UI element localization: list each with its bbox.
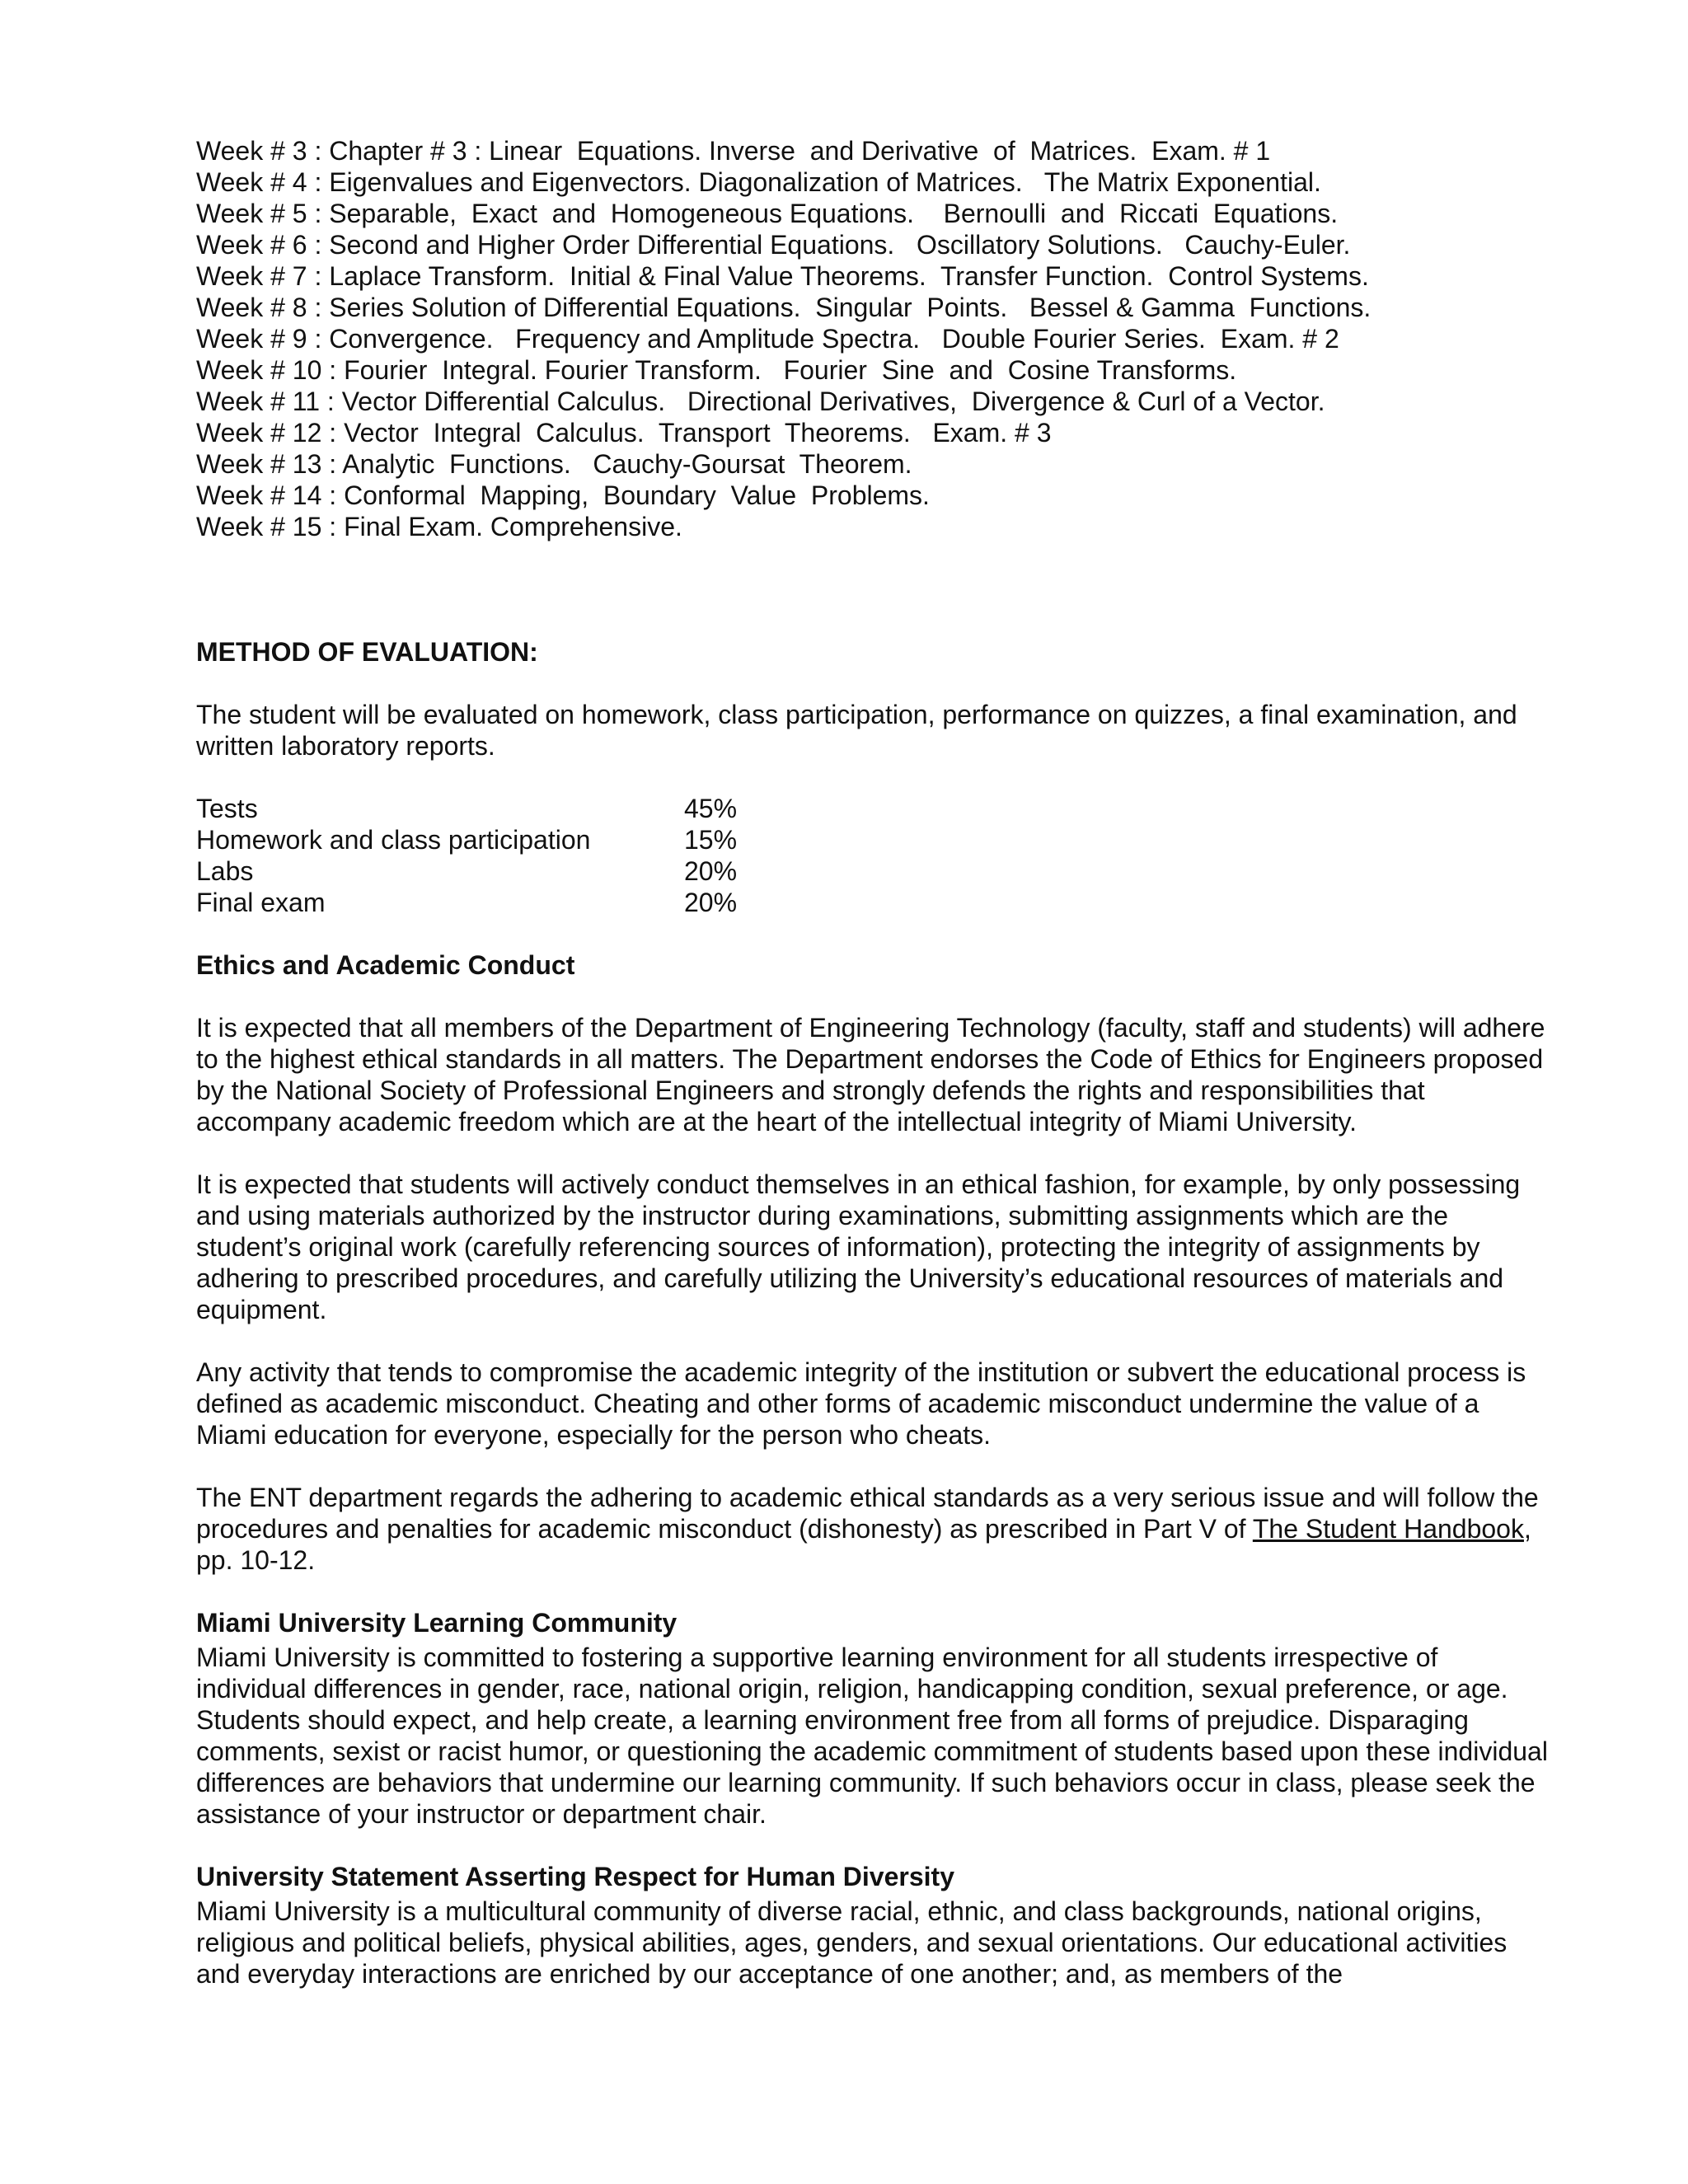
- evaluation-heading: METHOD OF EVALUATION:: [196, 637, 538, 667]
- ethics-p4-text: The ENT department regards the adhering to academic ethical standards as a very serious issue and will follow the procedures and penalties for academic misconduct (dishonesty) as prescribed in Part V of: [196, 1483, 1539, 1544]
- grade-value: 20%: [684, 856, 738, 886]
- grade-row-labs: [196, 855, 1548, 887]
- diversity-heading: University Statement Asserting Respect for Human Diversity: [196, 1862, 954, 1891]
- grade-row-homework: [196, 824, 1548, 855]
- schedule-week-13: Week # 13 : Analytic Functions. Cauchy-Goursat Theorem.: [196, 449, 912, 479]
- learning-community-text: Miami University is committed to fostering a supportive learning environment for all students irrespective of individual differences in gender, race, national origin, religion, handicapping condition, sexual preference, or age. Students should expect, and help create, a learning environment free from all forms of prejudice. Disparaging comments, sexist or racist humor, or questioning the academic commitment of students based upon these individual differences are behaviors that undermine our learning community. If such behaviors occur in class, please seek the assistance of your instructor or department chair.: [196, 1643, 1548, 1829]
- student-handbook-reference: The Student Handbook: [1252, 1514, 1524, 1544]
- course-schedule: [196, 135, 1548, 542]
- ethics-paragraph-4: [196, 1482, 1548, 1576]
- schedule-week-5: Week # 5 : Separable, Exact and Homogeneous Equations. Bernoulli and Riccati Equations.: [196, 199, 1339, 228]
- learning-community-heading: Miami University Learning Community: [196, 1608, 678, 1638]
- grade-breakdown-table: [196, 793, 1548, 918]
- schedule-week-4: Week # 4 : Eigenvalues and Eigenvectors. Diagonalization of Matrices. The Matrix Exponential.: [196, 167, 1321, 197]
- ethics-p4-pages: , pp. 10-12.: [196, 1514, 1531, 1575]
- grade-label: Homework and class participation: [196, 825, 591, 855]
- schedule-week-14: Week # 14 : Conformal Mapping, Boundary Value Problems.: [196, 480, 930, 510]
- grade-value: 20%: [684, 888, 738, 917]
- grade-value: 15%: [684, 825, 738, 855]
- ethics-heading: Ethics and Academic Conduct: [196, 950, 575, 980]
- schedule-week-12: Week # 12 : Vector Integral Calculus. Transport Theorems. Exam. # 3: [196, 418, 1052, 448]
- schedule-week-15: Week # 15 : Final Exam. Comprehensive.: [196, 512, 682, 541]
- schedule-week-6: Week # 6 : Second and Higher Order Differential Equations. Oscillatory Solutions. Cauchy-Euler.: [196, 230, 1351, 260]
- document-page: [196, 135, 1548, 1990]
- grade-value: 45%: [684, 794, 738, 823]
- grade-row-tests: [196, 793, 1548, 824]
- grade-label: Labs: [196, 856, 254, 886]
- schedule-week-7: Week # 7 : Laplace Transform. Initial & Final Value Theorems. Transfer Function. Control Systems.: [196, 261, 1369, 291]
- grade-label: Final exam: [196, 888, 326, 917]
- schedule-week-9: Week # 9 : Convergence. Frequency and Amplitude Spectra. Double Fourier Series. Exam. # 2: [196, 324, 1339, 354]
- grade-label: Tests: [196, 794, 258, 823]
- ethics-paragraph-2: It is expected that students will actively conduct themselves in an ethical fashion, for example, by only possessing and using materials authorized by the instructor during examinations, submitting assignments which are the student’s original work (carefully referencing sources of information), protecting the integrity of assignments by adhering to prescribed procedures, and carefully utilizing the University’s educational resources of materials and equipment.: [196, 1169, 1521, 1324]
- schedule-week-3: Week # 3 : Chapter # 3 : Linear Equations. Inverse and Derivative of Matrices. Exam. # 1: [196, 136, 1271, 166]
- grade-row-final-exam: [196, 887, 1548, 918]
- schedule-week-11: Week # 11 : Vector Differential Calculus. Directional Derivatives, Divergence & Curl of a Vector.: [196, 387, 1325, 416]
- schedule-week-10: Week # 10 : Fourier Integral. Fourier Transform. Fourier Sine and Cosine Transforms.: [196, 355, 1237, 385]
- evaluation-intro: The student will be evaluated on homework, class participation, performance on quizzes, a final examination, and written laboratory reports.: [196, 700, 1517, 761]
- ethics-paragraph-1: It is expected that all members of the Department of Engineering Technology (faculty, staff and students) will adhere to the highest ethical standards in all matters. The Department endorses the Code of Ethics for Engineers proposed by the National Society of Professional Engineers and strongly defends the rights and responsibilities that accompany academic freedom which are at the heart of the intellectual integrity of Miami University.: [196, 1013, 1545, 1137]
- schedule-week-8: Week # 8 : Series Solution of Differential Equations. Singular Points. Bessel & Gamma Functions.: [196, 293, 1372, 322]
- ethics-paragraph-3: Any activity that tends to compromise the academic integrity of the institution or subvert the educational process is defined as academic misconduct. Cheating and other forms of academic misconduct undermine the value of a Miami education for everyone, especially for the person who cheats.: [196, 1357, 1526, 1450]
- diversity-text: Miami University is a multicultural community of diverse racial, ethnic, and class backgrounds, national origins, religious and political beliefs, physical abilities, ages, genders, and sexual orientations. Our educational activities and everyday interactions are enriched by our acceptance of one another; and, as members of the: [196, 1896, 1507, 1989]
